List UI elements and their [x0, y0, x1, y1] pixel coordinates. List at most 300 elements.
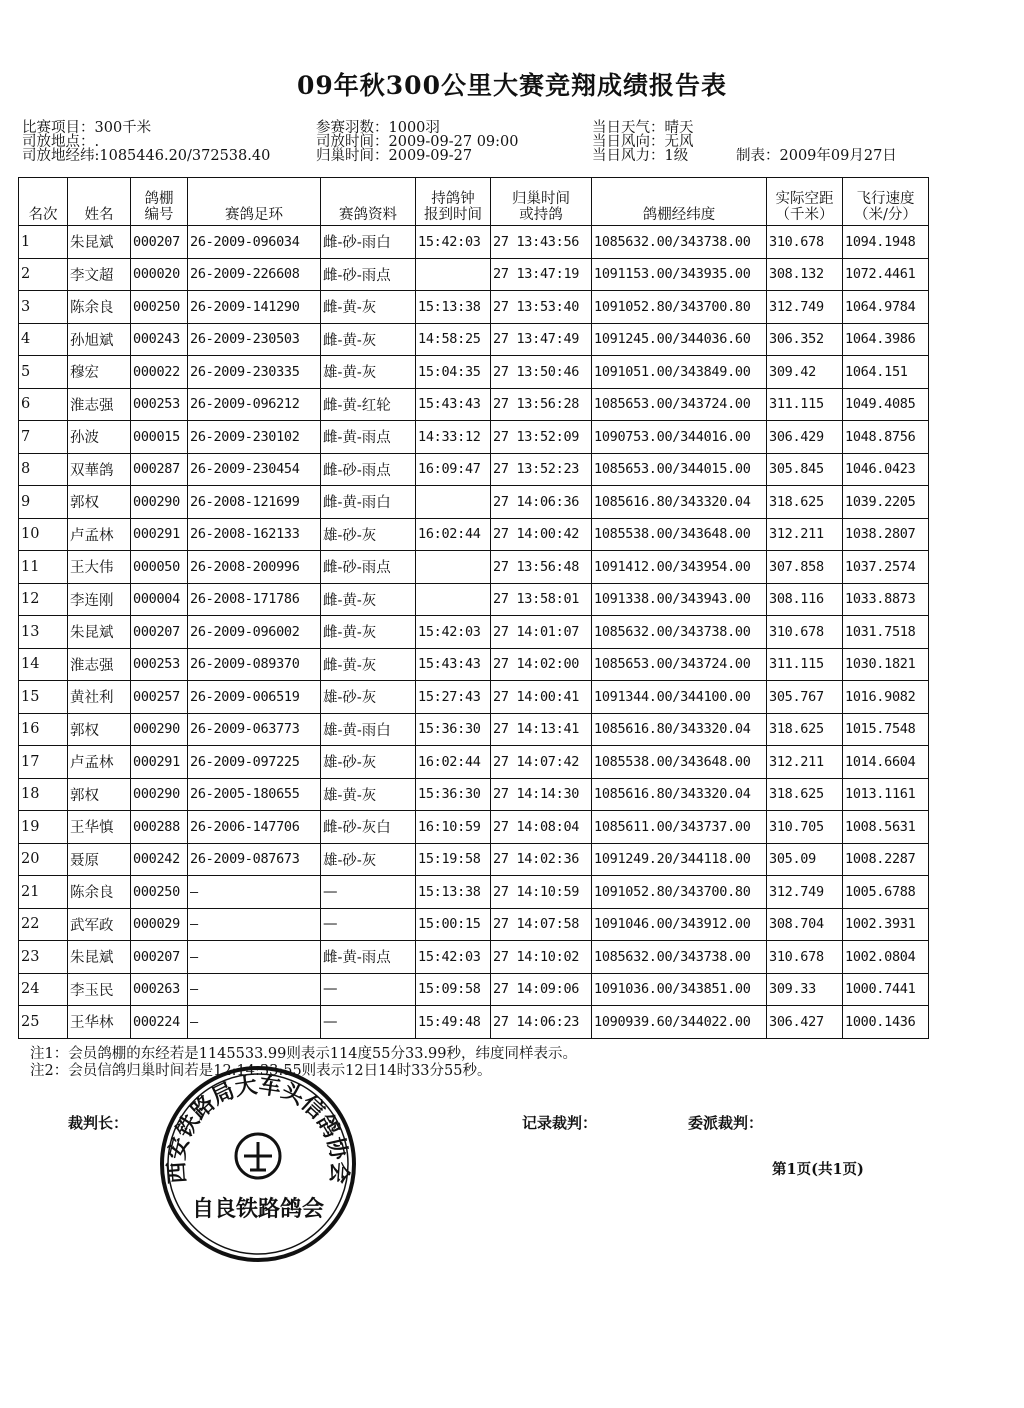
table-row — [19, 226, 929, 259]
table-cell: 26-2009-087673 — [188, 843, 321, 876]
table-cell: 1091344.00/344100.00 — [592, 681, 767, 714]
table-cell: 14 — [19, 648, 68, 681]
table-cell: 000253 — [131, 388, 188, 421]
weather-label: 当日天气：晴天 — [592, 120, 694, 136]
table-cell: 000291 — [131, 518, 188, 551]
table-cell: 郭权 — [68, 713, 131, 746]
table-cell: 15:42:03 — [416, 941, 491, 974]
table-cell: 王华林 — [68, 1006, 131, 1039]
table-cell: 11 — [19, 551, 68, 584]
table-cell: 雌-黄-灰 — [321, 323, 416, 356]
table-cell: 26-2008-171786 — [188, 583, 321, 616]
table-cell: 雄-黄-灰 — [321, 356, 416, 389]
table-cell — [416, 486, 491, 519]
table-cell: 1091245.00/344036.60 — [592, 323, 767, 356]
table-cell: 聂原 — [68, 843, 131, 876]
table-cell: 李玉民 — [68, 973, 131, 1006]
table-cell: 1085538.00/343648.00 — [592, 518, 767, 551]
table-cell: 26-2009-006519 — [188, 681, 321, 714]
table-cell: 306.352 — [767, 323, 843, 356]
table-cell: 1091036.00/343851.00 — [592, 973, 767, 1006]
table-cell: 312.211 — [767, 746, 843, 779]
table-cell: 27 13:52:09 — [491, 421, 592, 454]
table-cell: 26-2009-230335 — [188, 356, 321, 389]
table-cell: 310.678 — [767, 941, 843, 974]
table-cell: 308.704 — [767, 908, 843, 941]
table-cell: 武军政 — [68, 908, 131, 941]
column-header-2 — [68, 178, 131, 226]
table-cell: 朱昆斌 — [68, 616, 131, 649]
table-cell: 15:43:43 — [416, 388, 491, 421]
table-cell: 1085616.80/343320.04 — [592, 713, 767, 746]
table-row — [19, 291, 929, 324]
table-cell: 318.625 — [767, 713, 843, 746]
table-cell: 双華鸽 — [68, 453, 131, 486]
page-number: 第1页(共1页) — [772, 1161, 864, 1178]
table-cell: 27 14:02:00 — [491, 648, 592, 681]
table-cell: 15:42:03 — [416, 616, 491, 649]
table-cell: 26-2009-096002 — [188, 616, 321, 649]
maker-date: 制表：2009年09月27日 — [736, 148, 897, 164]
chief-judge-label: 裁判长： — [68, 1114, 129, 1132]
table-cell: 6 — [19, 388, 68, 421]
table-row — [19, 356, 929, 389]
table-cell: 1094.1948 — [843, 226, 929, 259]
table-cell: 26-2009-230102 — [188, 421, 321, 454]
info-col1 — [22, 121, 270, 163]
table-cell: 26-2009-089370 — [188, 648, 321, 681]
table-body — [19, 226, 929, 1039]
table-cell: 1048.8756 — [843, 421, 929, 454]
table-row — [19, 908, 929, 941]
table-cell: 雌-砂-雨点 — [321, 258, 416, 291]
table-cell: 1091052.80/343700.80 — [592, 876, 767, 909]
table-cell: 16:02:44 — [416, 746, 491, 779]
table-cell: 000288 — [131, 811, 188, 844]
table-cell: 1046.0423 — [843, 453, 929, 486]
table-cell: 305.09 — [767, 843, 843, 876]
table-cell: 雌-黄-雨白 — [321, 486, 416, 519]
table-cell: 000015 — [131, 421, 188, 454]
column-header-9 — [767, 178, 843, 226]
table-cell: 312.749 — [767, 291, 843, 324]
table-cell: 1091046.00/343912.00 — [592, 908, 767, 941]
table-cell: 1085616.80/343320.04 — [592, 486, 767, 519]
table-row — [19, 1006, 929, 1039]
header-row — [19, 178, 929, 226]
column-header-line: 鸽棚 — [144, 191, 174, 207]
column-header-5 — [321, 178, 416, 226]
table-cell: 27 14:09:06 — [491, 973, 592, 1006]
table-cell: 311.115 — [767, 388, 843, 421]
table-cell: 26-2005-180655 — [188, 778, 321, 811]
table-cell: 15:43:43 — [416, 648, 491, 681]
table-cell: 000029 — [131, 908, 188, 941]
table-cell: — — [188, 973, 321, 1006]
table-cell: 310.705 — [767, 811, 843, 844]
table-row — [19, 973, 929, 1006]
table-cell: 1085632.00/343738.00 — [592, 941, 767, 974]
table-cell: 15 — [19, 681, 68, 714]
table-cell: 27 14:07:58 — [491, 908, 592, 941]
table-cell: 308.132 — [767, 258, 843, 291]
table-cell: 1033.8873 — [843, 583, 929, 616]
table-cell: 16 — [19, 713, 68, 746]
table-cell: 20 — [19, 843, 68, 876]
column-header-line: 归巢时间 — [512, 191, 570, 207]
table-cell: 1038.2807 — [843, 518, 929, 551]
table-cell: 000050 — [131, 551, 188, 584]
table-row — [19, 746, 929, 779]
table-cell: 4 — [19, 323, 68, 356]
table-row — [19, 453, 929, 486]
table-row — [19, 778, 929, 811]
table-cell: 000250 — [131, 291, 188, 324]
table-cell: 雌-砂-雨白 — [321, 226, 416, 259]
table-cell: 27 14:10:02 — [491, 941, 592, 974]
table-cell: 1091338.00/343943.00 — [592, 583, 767, 616]
table-row — [19, 713, 929, 746]
table-cell: 000250 — [131, 876, 188, 909]
table-cell: 郭权 — [68, 778, 131, 811]
column-header-6 — [416, 178, 491, 226]
table-cell: 26-2009-141290 — [188, 291, 321, 324]
table-cell: 27 14:06:23 — [491, 1006, 592, 1039]
table-cell: 1 — [19, 226, 68, 259]
table-cell: 26-2008-200996 — [188, 551, 321, 584]
table-cell: 15:13:38 — [416, 291, 491, 324]
table-cell: 1016.9082 — [843, 681, 929, 714]
note-1: 注1：会员鸽棚的东经若是1145533.99则表示114度55分33.99秒，纬度同样表示。 — [30, 1046, 577, 1062]
table-cell: 16:09:47 — [416, 453, 491, 486]
table-cell: 1049.4085 — [843, 388, 929, 421]
release-time-label: 司放时间：2009-09-27 09:00 — [316, 134, 519, 150]
table-cell: 3 — [19, 291, 68, 324]
column-header-line: 持鸽钟 — [431, 191, 475, 207]
table-cell: 000207 — [131, 941, 188, 974]
table-cell: 27 14:00:42 — [491, 518, 592, 551]
table-cell: 26-2009-226608 — [188, 258, 321, 291]
table-cell: 27 13:47:49 — [491, 323, 592, 356]
table-cell: 000022 — [131, 356, 188, 389]
results-table — [18, 177, 929, 1039]
table-cell: 1085632.00/343738.00 — [592, 616, 767, 649]
table-cell: 15:36:30 — [416, 778, 491, 811]
table-cell: 19 — [19, 811, 68, 844]
table-cell: 12 — [19, 583, 68, 616]
column-header-line: 编号 — [144, 207, 174, 223]
table-cell: 雌-黄-雨点 — [321, 421, 416, 454]
table-cell: 雄-黄-灰 — [321, 778, 416, 811]
column-header-4 — [188, 178, 321, 226]
table-cell: 18 — [19, 778, 68, 811]
table-cell: 1091051.00/343849.00 — [592, 356, 767, 389]
table-cell: 318.625 — [767, 486, 843, 519]
official-seal — [158, 1064, 358, 1264]
table-cell: 26-2009-063773 — [188, 713, 321, 746]
wind-force-label: 当日风力：1级 — [592, 148, 689, 164]
table-row — [19, 843, 929, 876]
table-cell: 郭权 — [68, 486, 131, 519]
table-cell: 卢孟林 — [68, 746, 131, 779]
note-2: 注2：会员信鸽归巢时间若是12:14:33:55则表示12日14时33分55秒。 — [30, 1063, 492, 1079]
table-header — [19, 178, 929, 226]
table-cell: 1005.6788 — [843, 876, 929, 909]
table-cell: 雌-黄-灰 — [321, 291, 416, 324]
table-cell: 27 14:07:42 — [491, 746, 592, 779]
table-cell: — — [188, 1006, 321, 1039]
table-cell: 1037.2574 — [843, 551, 929, 584]
table-cell: 27 13:52:23 — [491, 453, 592, 486]
table-cell: 309.33 — [767, 973, 843, 1006]
column-header-line: 报到时间 — [424, 207, 482, 223]
table-cell: 1085653.00/343724.00 — [592, 388, 767, 421]
table-cell: 15:04:35 — [416, 356, 491, 389]
table-cell: 1090939.60/344022.00 — [592, 1006, 767, 1039]
table-cell: 27 14:10:59 — [491, 876, 592, 909]
table-cell: — — [321, 908, 416, 941]
table-cell: 1064.3986 — [843, 323, 929, 356]
column-header-line: 实际空距 — [775, 191, 834, 207]
table-cell: — — [321, 876, 416, 909]
table-cell: 000253 — [131, 648, 188, 681]
table-cell: 朱昆斌 — [68, 226, 131, 259]
svg-text:自良铁路鸽会: 自良铁路鸽会 — [191, 1197, 325, 1222]
table-cell: 000291 — [131, 746, 188, 779]
table-cell: 312.211 — [767, 518, 843, 551]
table-cell: 000020 — [131, 258, 188, 291]
column-header-line: 鸽棚经纬度 — [642, 207, 716, 223]
table-cell: 1072.4461 — [843, 258, 929, 291]
table-row — [19, 388, 929, 421]
column-header-line: 飞行速度 — [856, 191, 915, 207]
table-row — [19, 648, 929, 681]
table-cell: 310.678 — [767, 226, 843, 259]
table-cell: 1008.5631 — [843, 811, 929, 844]
table-cell: 14:33:12 — [416, 421, 491, 454]
table-cell: 1008.2287 — [843, 843, 929, 876]
table-row — [19, 616, 929, 649]
report-title: 09年秋300公里大赛竞翔成绩报告表 — [297, 71, 727, 100]
table-row — [19, 421, 929, 454]
table-cell: 309.42 — [767, 356, 843, 389]
table-cell: 26-2006-147706 — [188, 811, 321, 844]
table-cell: 27 14:06:36 — [491, 486, 592, 519]
table-cell: 雄-砂-灰 — [321, 746, 416, 779]
release-coords-label: 司放地经纬:1085446.20/372538.40 — [22, 148, 271, 164]
table-cell: 27 13:56:28 — [491, 388, 592, 421]
table-cell: 312.749 — [767, 876, 843, 909]
table-cell: 15:36:30 — [416, 713, 491, 746]
wind-direction-label: 当日风向：无风 — [592, 134, 694, 150]
table-cell: 27 13:47:19 — [491, 258, 592, 291]
table-cell: 15:13:38 — [416, 876, 491, 909]
return-time-label: 归巢时间：2009-09-27 — [316, 148, 473, 164]
table-cell: 25 — [19, 1006, 68, 1039]
table-cell: 1085653.00/344015.00 — [592, 453, 767, 486]
table-cell: 305.845 — [767, 453, 843, 486]
table-cell: 雌-黄-雨点 — [321, 941, 416, 974]
table-cell: 1002.3931 — [843, 908, 929, 941]
event-label: 比赛项目：300千米 — [22, 120, 152, 136]
table-cell: 1000.7441 — [843, 973, 929, 1006]
table-cell: 21 — [19, 876, 68, 909]
column-header-line: 赛鸽足环 — [225, 207, 283, 223]
table-cell: 000290 — [131, 713, 188, 746]
column-header-line: 名次 — [28, 207, 58, 223]
table-cell: 7 — [19, 421, 68, 454]
table-cell: 000207 — [131, 616, 188, 649]
column-header-8 — [592, 178, 767, 226]
table-cell: 27 13:50:46 — [491, 356, 592, 389]
table-cell: 27 14:08:04 — [491, 811, 592, 844]
table-cell: 1085611.00/343737.00 — [592, 811, 767, 844]
table-row — [19, 518, 929, 551]
table-cell: 13 — [19, 616, 68, 649]
table-cell: 雌-黄-灰 — [321, 616, 416, 649]
record-judge-label: 记录裁判： — [522, 1114, 598, 1132]
table-cell: 26-2009-230503 — [188, 323, 321, 356]
table-cell: 1000.1436 — [843, 1006, 929, 1039]
table-cell: 000287 — [131, 453, 188, 486]
table-row — [19, 486, 929, 519]
table-cell: 1031.7518 — [843, 616, 929, 649]
table-cell — [416, 583, 491, 616]
table-cell: 000004 — [131, 583, 188, 616]
column-header-1 — [19, 178, 68, 226]
info-col3 — [592, 121, 694, 163]
table-cell: 000257 — [131, 681, 188, 714]
column-header-line: （千米） — [775, 207, 834, 223]
table-cell: 1085632.00/343738.00 — [592, 226, 767, 259]
table-cell: 305.767 — [767, 681, 843, 714]
table-cell: 1064.9784 — [843, 291, 929, 324]
table-cell: 000207 — [131, 226, 188, 259]
column-header-line: 或持鸽 — [519, 207, 563, 223]
column-header-7 — [491, 178, 592, 226]
table-cell: 黄社利 — [68, 681, 131, 714]
table-cell: 24 — [19, 973, 68, 1006]
table-cell: 000263 — [131, 973, 188, 1006]
table-cell: 王大伟 — [68, 551, 131, 584]
table-cell: 雌-砂-雨点 — [321, 551, 416, 584]
table-cell: 27 13:53:40 — [491, 291, 592, 324]
delegate-judge-label: 委派裁判： — [688, 1114, 764, 1132]
table-cell: 1090753.00/344016.00 — [592, 421, 767, 454]
table-cell: 雌-黄-红轮 — [321, 388, 416, 421]
table-cell: 318.625 — [767, 778, 843, 811]
table-cell: 卢孟林 — [68, 518, 131, 551]
table-cell: 308.116 — [767, 583, 843, 616]
table-cell: 1015.7548 — [843, 713, 929, 746]
info-col2 — [316, 121, 519, 163]
table-cell: 310.678 — [767, 616, 843, 649]
table-cell: 15:19:58 — [416, 843, 491, 876]
table-row — [19, 941, 929, 974]
table-cell: 1091052.80/343700.80 — [592, 291, 767, 324]
table-cell: 16:10:59 — [416, 811, 491, 844]
table-cell: 000243 — [131, 323, 188, 356]
table-cell: 5 — [19, 356, 68, 389]
table-cell: 26-2009-096034 — [188, 226, 321, 259]
table-cell: 15:42:03 — [416, 226, 491, 259]
table-row — [19, 876, 929, 909]
column-header-line: （米/分） — [854, 207, 917, 223]
table-cell: 孙旭斌 — [68, 323, 131, 356]
column-header-3 — [131, 178, 188, 226]
entries-label: 参赛羽数：1000羽 — [316, 120, 440, 136]
release-place-label: 司放地点：. — [22, 134, 100, 150]
table-cell: 1085538.00/343648.00 — [592, 746, 767, 779]
table-cell: 15:49:48 — [416, 1006, 491, 1039]
table-cell: 1091249.20/344118.00 — [592, 843, 767, 876]
table-cell: 22 — [19, 908, 68, 941]
table-cell: 000224 — [131, 1006, 188, 1039]
table-cell: 306.429 — [767, 421, 843, 454]
table-cell: 26-2009-097225 — [188, 746, 321, 779]
table-cell: 雄-黄-雨白 — [321, 713, 416, 746]
table-cell: 雌-黄-灰 — [321, 583, 416, 616]
table-cell: 1085653.00/343724.00 — [592, 648, 767, 681]
table-cell: 陈余良 — [68, 291, 131, 324]
table-cell: — — [321, 1006, 416, 1039]
table-cell: 27 14:02:36 — [491, 843, 592, 876]
table-cell: 雄-砂-灰 — [321, 518, 416, 551]
table-cell: — — [188, 941, 321, 974]
table-cell: 1030.1821 — [843, 648, 929, 681]
table-cell: 穆宏 — [68, 356, 131, 389]
table-cell: — — [188, 876, 321, 909]
table-cell: 孙波 — [68, 421, 131, 454]
svg-text:西安铁路局大车头信鸽协会: 西安铁路局大车头信鸽协会 — [164, 1073, 352, 1185]
table-cell: — — [188, 908, 321, 941]
table-row — [19, 811, 929, 844]
table-cell: 1002.0804 — [843, 941, 929, 974]
table-cell: 23 — [19, 941, 68, 974]
table-cell: 000290 — [131, 778, 188, 811]
table-cell: 雄-砂-灰 — [321, 681, 416, 714]
table-cell — [416, 258, 491, 291]
table-cell: 8 — [19, 453, 68, 486]
table-row — [19, 583, 929, 616]
table-cell: 雌-砂-雨点 — [321, 453, 416, 486]
table-cell: 27 13:56:48 — [491, 551, 592, 584]
table-cell: 陈余良 — [68, 876, 131, 909]
table-cell: 27 14:00:41 — [491, 681, 592, 714]
table-cell: 27 14:01:07 — [491, 616, 592, 649]
table-cell: 000242 — [131, 843, 188, 876]
table-cell: — — [321, 973, 416, 1006]
table-cell: 雌-黄-灰 — [321, 648, 416, 681]
table-cell — [416, 551, 491, 584]
table-cell: 1091412.00/343954.00 — [592, 551, 767, 584]
table-cell: 1013.1161 — [843, 778, 929, 811]
table-cell: 26-2009-230454 — [188, 453, 321, 486]
table-cell: 26-2008-162133 — [188, 518, 321, 551]
table-cell: 王华慎 — [68, 811, 131, 844]
table-cell: 2 — [19, 258, 68, 291]
table-cell: 26-2009-096212 — [188, 388, 321, 421]
table-cell: 1085616.80/343320.04 — [592, 778, 767, 811]
table-cell: 1039.2205 — [843, 486, 929, 519]
table-cell: 307.858 — [767, 551, 843, 584]
table-cell: 27 14:13:41 — [491, 713, 592, 746]
table-cell: 26-2008-121699 — [188, 486, 321, 519]
table-cell: 14:58:25 — [416, 323, 491, 356]
table-cell: 15:27:43 — [416, 681, 491, 714]
table-cell: 雌-砂-灰白 — [321, 811, 416, 844]
table-row — [19, 551, 929, 584]
